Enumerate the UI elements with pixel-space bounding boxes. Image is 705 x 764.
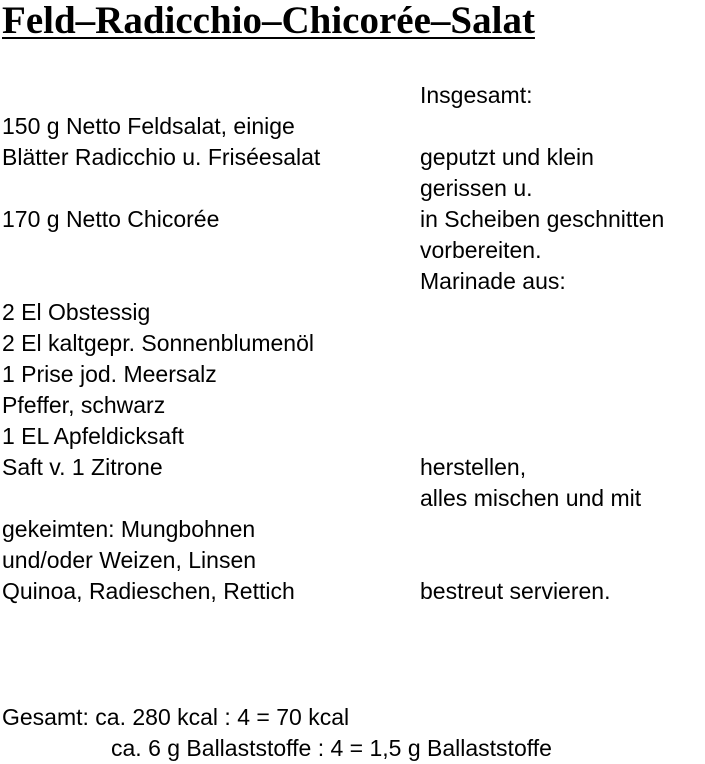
recipe-row: [0, 483, 705, 514]
recipe-row: [0, 80, 705, 111]
recipe-row: [0, 142, 705, 173]
recipe-row: [0, 545, 705, 576]
instruction-text: Insgesamt:: [420, 82, 533, 108]
recipe-row: [0, 576, 705, 607]
recipe-row: [0, 235, 705, 266]
ingredient-text: Saft v. 1 Zitrone: [2, 454, 163, 480]
instruction-text: geputzt und klein: [420, 144, 594, 170]
ingredient-text: Blätter Radicchio u. Friséesalat: [2, 144, 321, 170]
recipe-row: [0, 328, 705, 359]
ingredient-text: Quinoa, Radieschen, Rettich: [2, 578, 295, 604]
instruction-text: Marinade aus:: [420, 268, 566, 294]
ingredient-text: und/oder Weizen, Linsen: [2, 547, 257, 573]
recipe-row: [0, 421, 705, 452]
ingredient-text: 1 EL Apfeldicksaft: [2, 423, 184, 449]
ingredient-text: 2 El kaltgepr. Sonnenblumenöl: [2, 330, 314, 356]
recipe-row: [0, 359, 705, 390]
ingredient-text: 170 g Netto Chicorée: [2, 206, 220, 232]
recipe-row: [0, 297, 705, 328]
instruction-text: herstellen,: [420, 454, 527, 480]
recipe-row: [0, 452, 705, 483]
recipe-row: [0, 111, 705, 142]
recipe-title: Feld–Radicchio–Chicorée–Salat: [2, 0, 535, 42]
total-fiber: ca. 6 g Ballaststoffe : 4 = 1,5 g Ballaststoffe: [111, 735, 552, 761]
ingredient-text: 2 El Obstessig: [2, 299, 151, 325]
instruction-text: bestreut servieren.: [420, 578, 611, 604]
recipe-row: [0, 204, 705, 235]
recipe-row: [0, 390, 705, 421]
recipe-row: [0, 266, 705, 297]
ingredient-text: 150 g Netto Feldsalat, einige: [2, 113, 295, 139]
instruction-text: vorbereiten.: [420, 237, 542, 263]
recipe-row: [0, 514, 705, 545]
recipe-row: [0, 173, 705, 204]
total-calories: Gesamt: ca. 280 kcal : 4 = 70 kcal: [2, 704, 350, 730]
ingredient-text: Pfeffer, schwarz: [2, 392, 166, 418]
instruction-text: alles mischen und mit: [420, 485, 642, 511]
ingredient-text: 1 Prise jod. Meersalz: [2, 361, 217, 387]
instruction-text: gerissen u.: [420, 175, 533, 201]
ingredient-text: gekeimten: Mungbohnen: [2, 516, 256, 542]
instruction-text: in Scheiben geschnitten: [420, 206, 665, 232]
